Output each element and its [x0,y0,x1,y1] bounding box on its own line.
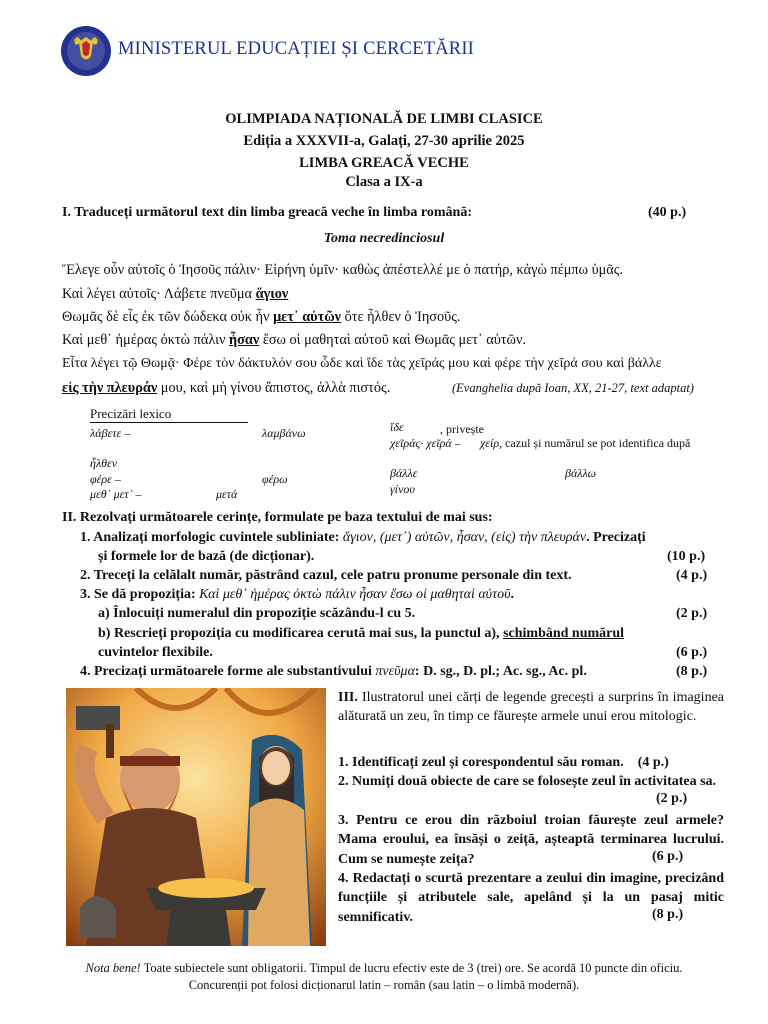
text-subtitle: Toma necredinciosul [323,231,445,246]
footer-line-2: Concurenții pot folosi dicționarul latin – român (sau latin – o limbă modernă). [188,978,580,992]
lex-item: λαμβάνω [262,426,306,440]
q1-line2: și formele lor de bază (de dicționar). [98,549,315,564]
q3-line: 3. Se dă propoziția: Καὶ μεθ᾽ ἡμέρας ὀκτὼ πάλιν ἦσαν ἔσω οἱ μαθηταὶ αὐτοῦ. [80,587,515,602]
part3-q2: 2. Numiți două obiecte de care se folosește zeul în activitatea sa. [338,774,717,789]
q3a-points: (2 p.) [676,606,708,621]
q3a-line: a) Înlocuiți numeralul din propoziție scăzându-l cu 5. [98,606,416,621]
greek-line-6: εἰς τὴν πλευράν μου, καὶ μὴ γίνου ἄπιστος, ἀλλὰ πιστός. [62,380,391,396]
q3b-line2: cuvintelor flexibile. [98,645,213,660]
q4-points: (8 p.) [676,664,708,679]
greek-line-3: Θωμᾶς δὲ εἷς ἐκ τῶν δώδεκα οὐκ ἦν μετ᾽ αὐτῶν ὅτε ἦλθεν ὁ Ἰησοῦς. [62,309,461,325]
part3-q2-points: (2 p.) [656,791,688,806]
ministry-name: MINISTERUL EDUCAȚIEI ȘI CERCETĂRII [118,39,475,59]
greek-line-4: Καὶ μεθ᾽ ἡμέρας ὀκτὼ πάλιν ἦσαν ἔσω οἱ μαθηταὶ αὐτοῦ καὶ Θωμᾶς μετ᾽ αὐτῶν. [62,332,526,348]
edition-line: Ediția a XXXVII-a, Galați, 27-30 aprilie 2025 [243,133,525,149]
lex-item: χείρ, cazul și numărul se pot identifica după [480,436,691,450]
underlined-word: εἰς τὴν πλευράν [62,380,158,396]
underlined-word: ἅγιον [255,286,289,302]
lex-item: βάλλε [390,466,418,480]
lex-item: χεῖράς· χεῖρά – [390,436,461,450]
part3-q4-points: (8 p.) [652,907,684,922]
ministry-header [60,22,475,80]
underlined-word: μετ᾽ αὐτῶν [273,309,342,325]
lex-item: βάλλω [565,466,597,480]
footer-line-1: Nota bene! Toate subiectele sunt obligatorii. Timpul de lucru efectiv este de 3 (trei) ore. Se acordă 10 puncte din oficiu. [85,961,683,975]
lex-item: φέρε – [90,472,121,486]
greek-line-2: Καὶ λέγει αὐτοῖς· Λάβετε πνεῦμα ἅγιον [62,286,289,302]
part3-q4: 4. Redactați o scurtă prezentare a zeului din imagine, precizând funcțiile și atributele sale, apelând și la un pasaj mitic semnificativ. [338,871,724,925]
q2-points: (4 p.) [676,568,708,583]
part3-q3: 3. Pentru ce erou din războiul troian făurește zeul armele? Mama eroului, ea însăși o zeiță, așteaptă terminarea lucrului. Cum se numește zeița? [338,813,724,867]
underlined-word: ἦσαν [229,332,260,348]
part2-heading: II. Rezolvați următoarele cerințe, formulate pe baza textului de mai sus: [62,510,493,525]
text-source: (Evanghelia după Ioan, XX, 21-27, text adaptat) [452,381,694,395]
lexicon-heading: Precizări lexico [90,406,248,423]
q1-line: 1. Analizați morfologic cuvintele subliniate: ἅγιον, (μετ᾽) αὐτῶν, ἦσαν, (εἰς) τὴν πλευράν. Precizați [80,530,646,545]
q1-points: (10 p.) [667,549,706,564]
q3b-line: b) Rescrieți propoziția cu modificarea cerută mai sus, la punctul a), schimbând numărul [98,626,625,641]
part3-intro: III. Ilustratorul unei cărți de legende grecești a surprins în imaginea alăturată un zeu, în timp ce făurește armele unui erou mitologic. [338,690,724,725]
lex-item: λάβετε – [90,426,131,440]
part3-q1: 1. Identificați zeul și corespondentul său roman. (4 p.) [338,755,669,770]
part1-points: (40 p.) [648,205,687,220]
hephaestus-illustration [66,688,326,946]
lex-item: ἦλθεν [90,456,118,470]
greek-line-5: Εἶτα λέγει τῷ Θωμᾷ· Φέρε τὸν δάκτυλόν σου ὧδε καὶ ἴδε τὰς χεῖράς μου καὶ φέρε τὴν χεῖρά σου καὶ βάλλε [62,356,662,371]
greek-line-1: Ἔλεγε οὖν αὐτοῖς ὁ Ἰησοῦς πάλιν· Εἰρήνη ὑμῖν· καθὼς ἀπέστελλέ με ὁ πατήρ, κἀγὼ πέμπω ὑμᾶς. [62,262,624,278]
subject-title: LIMBA GREACĂ VECHE [299,155,469,171]
part3-q3-points: (6 p.) [652,849,684,864]
lex-item: μεθ᾽ μετ᾽ – [90,487,142,501]
ministry-crest-logo [60,25,112,77]
lex-item: ἴδε [390,420,404,434]
q4-line: 4. Precizați următoarele forme ale substantivului πνεῦμα: D. sg., D. pl.; Ac. sg., Ac. pl. [80,664,587,679]
lex-item: γίνου [390,482,415,496]
q3b-points: (6 p.) [676,645,708,660]
olympiad-title: OLIMPIADA NAȚIONALĂ DE LIMBI CLASICE [225,111,543,127]
lex-item: , privește [440,422,484,436]
lex-item: φέρω [262,472,288,486]
class-title: Clasa a IX-a [345,174,423,190]
q2-line: 2. Treceți la celălalt număr, păstrând cazul, cele patru pronume personale din text. [80,568,572,583]
part1-heading: I. Traduceți următorul text din limba greacă veche în limba română: [62,205,472,220]
lex-item: μετά [216,487,238,501]
